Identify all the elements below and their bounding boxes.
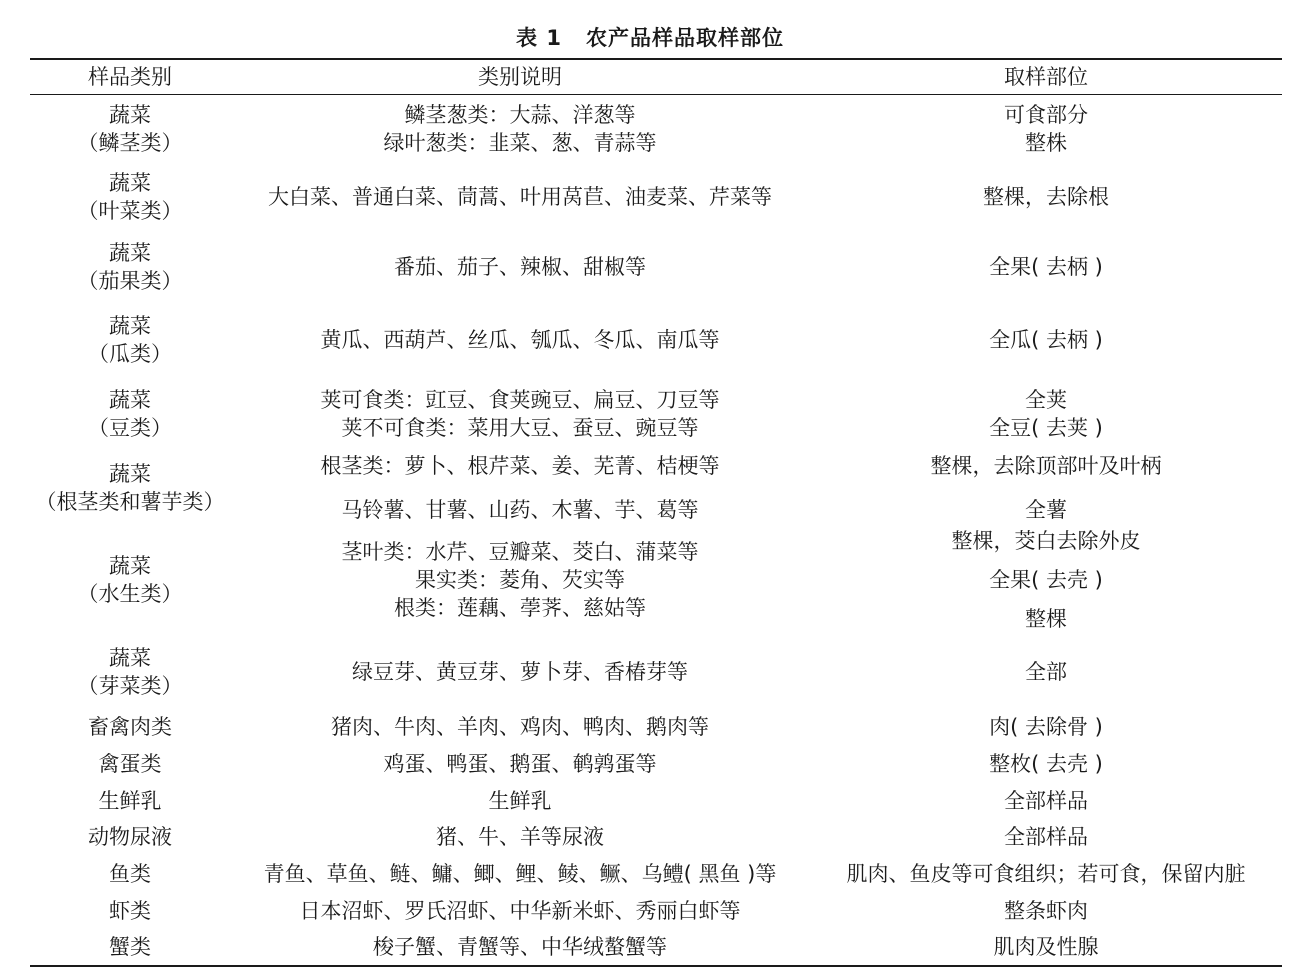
description-cell	[230, 930, 810, 964]
category-line: 虾类	[109, 899, 151, 923]
description-cell	[230, 641, 810, 703]
category-cell	[30, 166, 230, 228]
part-cell	[810, 452, 1282, 524]
part-line: 整棵	[1025, 607, 1067, 631]
part-line: 全部	[1025, 660, 1067, 684]
category-line: （根茎类和薯芋类）	[35, 490, 225, 514]
category-line: （叶菜类）	[77, 199, 183, 223]
table-row	[0, 894, 1300, 928]
description-cell	[230, 309, 810, 371]
description-line: 黄瓜、西葫芦、丝瓜、瓠瓜、冬瓜、南瓜等	[320, 328, 720, 352]
part-line: 全部样品	[1004, 789, 1088, 813]
category-line: 动物尿液	[88, 825, 172, 849]
description-cell	[230, 857, 810, 891]
description-line: 鸡蛋、鸭蛋、鹅蛋、鹌鹑蛋等	[383, 752, 657, 776]
category-cell	[30, 784, 230, 818]
description-line: 番茄、茄子、辣椒、甜椒等	[394, 255, 646, 279]
category-line: 蔬菜	[109, 646, 151, 670]
part-line: 全果( 去柄 )	[989, 255, 1103, 279]
description-line: 荚不可食类：菜用大豆、蚕豆、豌豆等	[341, 416, 699, 440]
table-title	[0, 22, 1300, 52]
description-line: 日本沼虾、罗氏沼虾、中华新米虾、秀丽白虾等	[299, 899, 741, 923]
category-line: （鳞茎类）	[77, 131, 183, 155]
category-line: 蔬菜	[109, 314, 151, 338]
part-line: 整株	[1025, 131, 1067, 155]
description-line: 生鲜乳	[488, 789, 552, 813]
part-line: 整枚( 去壳 )	[989, 752, 1103, 776]
table-row	[0, 930, 1300, 964]
category-cell	[30, 820, 230, 854]
part-cell	[810, 857, 1282, 891]
table-row	[0, 166, 1300, 228]
category-line: 蔬菜	[109, 554, 151, 578]
description-cell	[230, 383, 810, 445]
part-line: 全豆( 去荚 )	[989, 416, 1103, 440]
part-line: 肌肉及性腺	[993, 935, 1099, 959]
table-caption: 农产品样品取样部位	[585, 26, 784, 50]
description-cell	[230, 894, 810, 928]
category-line: 蔬菜	[109, 388, 151, 412]
category-line: 蔬菜	[109, 171, 151, 195]
category-line: （芽菜类）	[77, 674, 183, 698]
description-cell	[230, 747, 810, 781]
category-line: （豆类）	[88, 416, 172, 440]
category-cell	[30, 236, 230, 298]
description-cell	[230, 452, 810, 524]
description-cell	[230, 527, 810, 633]
category-line: 蔬菜	[109, 241, 151, 265]
category-line: 蔬菜	[109, 103, 151, 127]
category-line: （茄果类）	[77, 269, 183, 293]
part-cell	[810, 820, 1282, 854]
header-description: 类别说明	[478, 65, 562, 89]
category-line: 禽蛋类	[98, 752, 162, 776]
table-row	[0, 527, 1300, 633]
description-cell	[230, 820, 810, 854]
table-row	[0, 641, 1300, 703]
description-cell	[230, 98, 810, 160]
part-line: 全部样品	[1004, 825, 1088, 849]
category-line: 蟹类	[109, 935, 151, 959]
table-row	[0, 710, 1300, 744]
description-line: 梭子蟹、青蟹等、中华绒螯蟹等	[373, 935, 667, 959]
header-category: 样品类别	[88, 65, 172, 89]
description-line: 大白菜、普通白菜、茼蒿、叶用莴苣、油麦菜、芹菜等	[268, 185, 772, 209]
bottom-rule	[30, 965, 1282, 967]
category-line: 鱼类	[109, 862, 151, 886]
table-row	[0, 820, 1300, 854]
part-line: 全薯	[1025, 498, 1067, 522]
part-cell	[810, 527, 1282, 633]
part-cell	[810, 710, 1282, 744]
category-cell	[30, 452, 230, 524]
description-cell	[230, 784, 810, 818]
part-cell	[810, 747, 1282, 781]
description-line: 根茎类：萝卜、根芹菜、姜、芜菁、桔梗等	[320, 454, 720, 478]
part-cell	[810, 641, 1282, 703]
category-line: 畜禽肉类	[88, 715, 172, 739]
category-cell	[30, 710, 230, 744]
part-line: 整棵，去除根	[983, 185, 1109, 209]
description-line: 果实类：菱角、芡实等	[415, 568, 625, 592]
part-line: 整棵，去除顶部叶及叶柄	[930, 454, 1162, 478]
category-line: （瓜类）	[88, 342, 172, 366]
description-cell	[230, 166, 810, 228]
part-cell	[810, 784, 1282, 818]
description-cell	[230, 710, 810, 744]
part-line: 全果( 去壳 )	[989, 568, 1103, 592]
part-line: 整棵，茭白去除外皮	[951, 529, 1141, 553]
part-line: 肉( 去除骨 )	[989, 715, 1103, 739]
description-line: 荚可食类：豇豆、食荚豌豆、扁豆、刀豆等	[320, 388, 720, 412]
category-line: （水生类）	[77, 582, 183, 606]
category-line: 蔬菜	[109, 462, 151, 486]
description-line: 马铃薯、甘薯、山药、木薯、芋、葛等	[341, 498, 699, 522]
description-line: 绿叶葱类：韭菜、葱、青蒜等	[383, 131, 657, 155]
description-cell	[230, 236, 810, 298]
description-line: 根类：莲藕、荸荠、慈姑等	[394, 596, 646, 620]
part-cell	[810, 930, 1282, 964]
category-line: 生鲜乳	[98, 789, 162, 813]
header-rule	[30, 94, 1282, 95]
part-line: 全荚	[1025, 388, 1067, 412]
table-row	[0, 309, 1300, 371]
table-row	[0, 784, 1300, 818]
category-cell	[30, 527, 230, 633]
part-cell	[810, 166, 1282, 228]
part-cell	[810, 309, 1282, 371]
description-line: 青鱼、草鱼、鲢、鳙、鲫、鲤、鲮、鳜、乌鳢( 黑鱼 )等	[263, 862, 777, 886]
category-cell	[30, 857, 230, 891]
category-cell	[30, 747, 230, 781]
category-cell	[30, 930, 230, 964]
category-cell	[30, 98, 230, 160]
table-row	[0, 747, 1300, 781]
table-row	[0, 383, 1300, 445]
category-cell	[30, 309, 230, 371]
category-cell	[30, 641, 230, 703]
description-line: 绿豆芽、黄豆芽、萝卜芽、香椿芽等	[352, 660, 688, 684]
part-cell	[810, 98, 1282, 160]
table-row	[0, 98, 1300, 160]
part-line: 全瓜( 去柄 )	[989, 328, 1103, 352]
category-cell	[30, 383, 230, 445]
part-line: 肌肉、鱼皮等可食组织；若可食，保留内脏	[846, 862, 1246, 886]
part-cell	[810, 383, 1282, 445]
table-row	[0, 857, 1300, 891]
part-line: 整条虾肉	[1004, 899, 1088, 923]
description-line: 鳞茎葱类：大蒜、洋葱等	[404, 103, 636, 127]
category-cell	[30, 894, 230, 928]
table-row	[0, 452, 1300, 524]
description-line: 猪肉、牛肉、羊肉、鸡肉、鸭肉、鹅肉等	[331, 715, 709, 739]
table-row	[0, 236, 1300, 298]
description-line: 茎叶类：水芹、豆瓣菜、茭白、蒲菜等	[341, 540, 699, 564]
description-line: 猪、牛、羊等尿液	[436, 825, 604, 849]
part-cell	[810, 894, 1282, 928]
table-number: 表 1	[516, 26, 562, 50]
part-line: 可食部分	[1004, 103, 1088, 127]
header-sampling-part: 取样部位	[1004, 65, 1088, 89]
part-cell	[810, 236, 1282, 298]
